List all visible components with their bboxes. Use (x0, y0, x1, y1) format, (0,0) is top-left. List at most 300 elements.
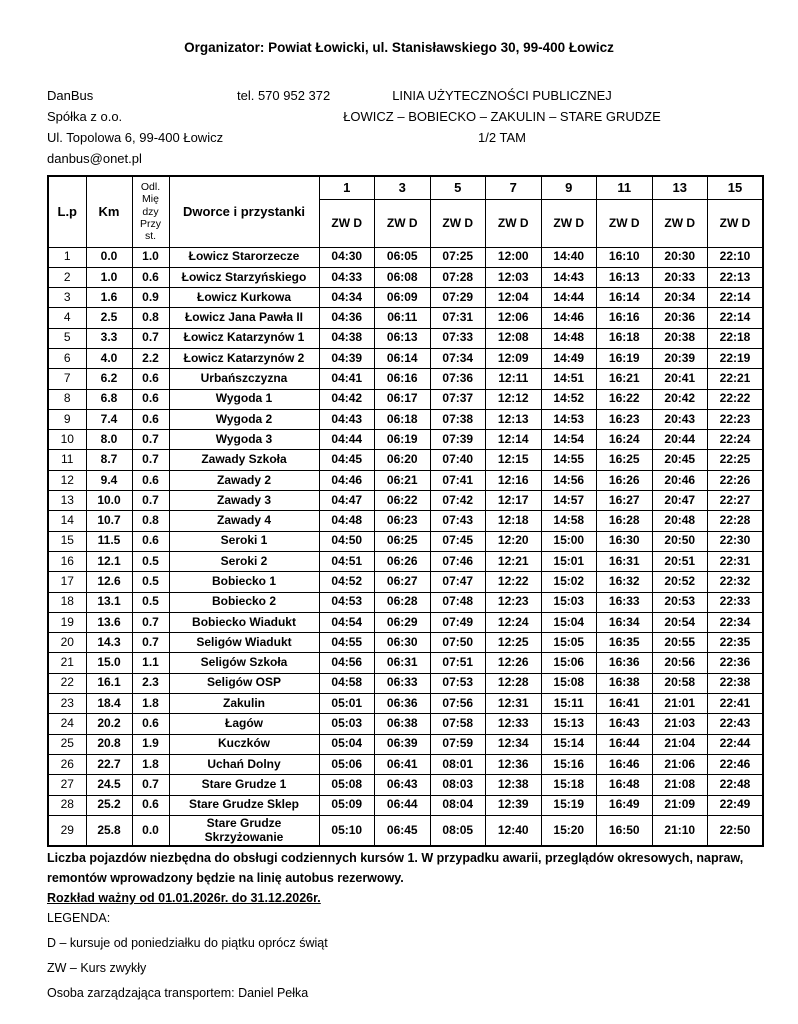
departure-time-cell: 14:43 (541, 267, 597, 287)
departure-time-cell: 22:32 (708, 572, 764, 592)
departure-time-cell: 12:26 (486, 653, 542, 673)
departure-time-cell: 22:18 (708, 328, 764, 348)
departure-time-cell: 06:11 (375, 308, 431, 328)
header-km: Km (86, 176, 132, 247)
departure-time-cell: 08:04 (430, 795, 486, 815)
departure-time-cell: 06:29 (375, 612, 431, 632)
departure-time-cell: 22:48 (708, 775, 764, 795)
stop-name-cell: Bobiecko 1 (169, 572, 319, 592)
stop-number-cell: 1 (48, 247, 86, 267)
departure-time-cell: 16:33 (597, 592, 653, 612)
timetable (47, 175, 764, 847)
stop-row (48, 673, 763, 693)
departure-time-cell: 16:13 (597, 267, 653, 287)
km-cell: 6.8 (86, 389, 132, 409)
departure-time-cell: 22:25 (708, 450, 764, 470)
departure-time-cell: 06:33 (375, 673, 431, 693)
timetable-header (48, 176, 763, 247)
info-line-1 (47, 88, 762, 109)
departure-time-cell: 07:56 (430, 694, 486, 714)
departure-time-cell: 20:39 (652, 348, 708, 368)
departure-time-cell: 04:53 (319, 592, 375, 612)
stop-number-cell: 15 (48, 531, 86, 551)
departure-time-cell: 22:22 (708, 389, 764, 409)
departure-time-cell: 05:01 (319, 694, 375, 714)
departure-time-cell: 21:10 (652, 815, 708, 846)
stop-number-cell: 4 (48, 308, 86, 328)
stop-number-cell: 18 (48, 592, 86, 612)
course-number-row (48, 176, 763, 199)
course-number: 15 (708, 176, 764, 199)
departure-time-cell: 20:55 (652, 633, 708, 653)
departure-time-cell: 12:06 (486, 308, 542, 328)
km-cell: 13.6 (86, 612, 132, 632)
departure-time-cell: 20:56 (652, 653, 708, 673)
distance-between-cell: 0.7 (132, 491, 169, 511)
departure-time-cell: 16:48 (597, 775, 653, 795)
departure-time-cell: 06:41 (375, 754, 431, 774)
departure-time-cell: 12:04 (486, 288, 542, 308)
course-number: 5 (430, 176, 486, 199)
departure-time-cell: 12:13 (486, 409, 542, 429)
departure-time-cell: 04:33 (319, 267, 375, 287)
stop-name-cell: Wygoda 1 (169, 389, 319, 409)
info-line-3 (47, 130, 762, 151)
km-cell: 22.7 (86, 754, 132, 774)
departure-time-cell: 12:12 (486, 389, 542, 409)
departure-time-cell: 12:22 (486, 572, 542, 592)
departure-time-cell: 22:33 (708, 592, 764, 612)
departure-time-cell: 06:36 (375, 694, 431, 714)
distance-between-cell: 0.0 (132, 815, 169, 846)
departure-time-cell: 12:24 (486, 612, 542, 632)
departure-time-cell: 22:23 (708, 409, 764, 429)
departure-time-cell: 12:23 (486, 592, 542, 612)
departure-time-cell: 14:53 (541, 409, 597, 429)
departure-time-cell: 22:34 (708, 612, 764, 632)
departure-time-cell: 05:03 (319, 714, 375, 734)
departure-time-cell: 12:33 (486, 714, 542, 734)
departure-time-cell: 22:35 (708, 633, 764, 653)
distance-between-cell: 0.6 (132, 714, 169, 734)
km-cell: 10.7 (86, 511, 132, 531)
departure-time-cell: 12:11 (486, 369, 542, 389)
line-type-label: LINIA UŻYTECZNOŚCI PUBLICZNEJ (392, 88, 612, 103)
departure-time-cell: 12:03 (486, 267, 542, 287)
departure-time-cell: 16:44 (597, 734, 653, 754)
departure-time-cell: 04:48 (319, 511, 375, 531)
stop-row (48, 450, 763, 470)
departure-time-cell: 12:31 (486, 694, 542, 714)
km-cell: 12.1 (86, 551, 132, 571)
stop-name-cell: Zawady 4 (169, 511, 319, 531)
stop-name-cell: Seroki 2 (169, 551, 319, 571)
stop-number-cell: 26 (48, 754, 86, 774)
departure-time-cell: 16:18 (597, 328, 653, 348)
departure-time-cell: 20:52 (652, 572, 708, 592)
departure-time-cell: 06:13 (375, 328, 431, 348)
distance-between-cell: 0.7 (132, 430, 169, 450)
departure-time-cell: 20:58 (652, 673, 708, 693)
stop-number-cell: 9 (48, 409, 86, 429)
departure-time-cell: 07:28 (430, 267, 486, 287)
departure-time-cell: 12:28 (486, 673, 542, 693)
distance-between-cell: 2.3 (132, 673, 169, 693)
km-cell: 8.7 (86, 450, 132, 470)
departure-time-cell: 04:52 (319, 572, 375, 592)
stop-row (48, 267, 763, 287)
departure-time-cell: 14:49 (541, 348, 597, 368)
departure-time-cell: 20:54 (652, 612, 708, 632)
departure-time-cell: 04:30 (319, 247, 375, 267)
stop-row (48, 531, 763, 551)
departure-time-cell: 07:37 (430, 389, 486, 409)
departure-time-cell: 21:06 (652, 754, 708, 774)
stop-name-cell: Łowicz Jana Pawła II (169, 308, 319, 328)
departure-time-cell: 22:13 (708, 267, 764, 287)
info-line-4 (47, 151, 762, 172)
departure-time-cell: 06:23 (375, 511, 431, 531)
departure-time-cell: 22:36 (708, 653, 764, 673)
departure-time-cell: 07:41 (430, 470, 486, 490)
stop-number-cell: 29 (48, 815, 86, 846)
km-cell: 12.6 (86, 572, 132, 592)
departure-time-cell: 15:05 (541, 633, 597, 653)
departure-time-cell: 12:36 (486, 754, 542, 774)
departure-time-cell: 07:39 (430, 430, 486, 450)
departure-time-cell: 22:24 (708, 430, 764, 450)
departure-time-cell: 21:01 (652, 694, 708, 714)
departure-time-cell: 05:10 (319, 815, 375, 846)
stop-row (48, 734, 763, 754)
departure-time-cell: 16:21 (597, 369, 653, 389)
departure-time-cell: 07:48 (430, 592, 486, 612)
distance-between-cell: 0.7 (132, 612, 169, 632)
stop-row (48, 288, 763, 308)
departure-time-cell: 16:49 (597, 795, 653, 815)
departure-time-cell: 20:47 (652, 491, 708, 511)
stop-name-cell: Zawady Szkoła (169, 450, 319, 470)
line-direction-label: 1/2 TAM (478, 130, 526, 145)
departure-time-cell: 20:51 (652, 551, 708, 571)
departure-time-cell: 07:58 (430, 714, 486, 734)
stop-name-cell: Zakulin (169, 694, 319, 714)
departure-time-cell: 20:45 (652, 450, 708, 470)
stop-row (48, 328, 763, 348)
departure-time-cell: 16:19 (597, 348, 653, 368)
departure-time-cell: 06:39 (375, 734, 431, 754)
departure-time-cell: 21:04 (652, 734, 708, 754)
departure-time-cell: 06:21 (375, 470, 431, 490)
departure-time-cell: 16:23 (597, 409, 653, 429)
departure-time-cell: 14:56 (541, 470, 597, 490)
departure-time-cell: 12:14 (486, 430, 542, 450)
departure-time-cell: 07:47 (430, 572, 486, 592)
distance-between-cell: 1.8 (132, 694, 169, 714)
departure-time-cell: 07:40 (430, 450, 486, 470)
departure-time-cell: 22:14 (708, 288, 764, 308)
departure-time-cell: 16:36 (597, 653, 653, 673)
departure-time-cell: 04:43 (319, 409, 375, 429)
stop-name-cell: Seligów Wiadukt (169, 633, 319, 653)
departure-time-cell: 16:28 (597, 511, 653, 531)
departure-time-cell: 04:36 (319, 308, 375, 328)
departure-time-cell: 04:55 (319, 633, 375, 653)
fleet-note: Liczba pojazdów niezbędna do obsługi codziennych kursów 1. W przypadku awarii, przeglądów okresowych, napraw, remontów wprowadzony będzie na linię autobus rezerwowy. (47, 851, 744, 885)
departure-time-cell: 16:27 (597, 491, 653, 511)
departure-time-cell: 06:30 (375, 633, 431, 653)
stop-name-cell: Stare Grudze 1 (169, 775, 319, 795)
stop-number-cell: 23 (48, 694, 86, 714)
departure-time-cell: 22:43 (708, 714, 764, 734)
departure-time-cell: 12:17 (486, 491, 542, 511)
stop-number-cell: 10 (48, 430, 86, 450)
departure-time-cell: 21:09 (652, 795, 708, 815)
km-cell: 1.6 (86, 288, 132, 308)
departure-time-cell: 22:30 (708, 531, 764, 551)
departure-time-cell: 06:09 (375, 288, 431, 308)
departure-time-cell: 06:28 (375, 592, 431, 612)
stop-name-cell: Zawady 3 (169, 491, 319, 511)
departure-time-cell: 22:14 (708, 308, 764, 328)
departure-time-cell: 21:08 (652, 775, 708, 795)
departure-time-cell: 12:09 (486, 348, 542, 368)
departure-time-cell: 22:41 (708, 694, 764, 714)
stop-row (48, 754, 763, 774)
distance-between-cell: 0.5 (132, 551, 169, 571)
stop-number-cell: 13 (48, 491, 86, 511)
departure-time-cell: 21:03 (652, 714, 708, 734)
departure-time-cell: 06:44 (375, 795, 431, 815)
departure-time-cell: 16:14 (597, 288, 653, 308)
departure-time-cell: 07:25 (430, 247, 486, 267)
departure-time-cell: 12:20 (486, 531, 542, 551)
stop-row (48, 592, 763, 612)
departure-time-cell: 15:06 (541, 653, 597, 673)
km-cell: 2.5 (86, 308, 132, 328)
stop-row (48, 511, 763, 531)
departure-time-cell: 20:33 (652, 267, 708, 287)
stop-number-cell: 28 (48, 795, 86, 815)
departure-time-cell: 07:51 (430, 653, 486, 673)
line-route-label: ŁOWICZ – BOBIECKO – ZAKULIN – STARE GRUDZE (343, 109, 661, 124)
stop-row (48, 348, 763, 368)
departure-time-cell: 12:40 (486, 815, 542, 846)
stop-name-cell: Łowicz Katarzynów 1 (169, 328, 319, 348)
departure-time-cell: 04:44 (319, 430, 375, 450)
departure-time-cell: 16:30 (597, 531, 653, 551)
stop-name-cell: Łowicz Katarzynów 2 (169, 348, 319, 368)
km-cell: 14.3 (86, 633, 132, 653)
departure-time-cell: 16:16 (597, 308, 653, 328)
departure-time-cell: 04:39 (319, 348, 375, 368)
operator-company: Spółka z o.o. (47, 109, 123, 124)
header-lp: L.p (48, 176, 86, 247)
legend-item-d: D – kursuje od poniedziałku do piątku oprócz świąt (47, 936, 328, 951)
km-cell: 10.0 (86, 491, 132, 511)
departure-time-cell: 08:01 (430, 754, 486, 774)
departure-time-cell: 20:43 (652, 409, 708, 429)
departure-time-cell: 14:58 (541, 511, 597, 531)
departure-time-cell: 12:15 (486, 450, 542, 470)
departure-time-cell: 16:41 (597, 694, 653, 714)
departure-time-cell: 16:10 (597, 247, 653, 267)
departure-time-cell: 20:53 (652, 592, 708, 612)
stop-name-cell: Kuczków (169, 734, 319, 754)
info-line-2 (47, 109, 762, 130)
course-type: ZW D (486, 199, 542, 247)
distance-between-cell: 0.6 (132, 531, 169, 551)
departure-time-cell: 20:41 (652, 369, 708, 389)
departure-time-cell: 15:18 (541, 775, 597, 795)
departure-time-cell: 15:14 (541, 734, 597, 754)
stop-number-cell: 24 (48, 714, 86, 734)
stop-name-cell: Łagów (169, 714, 319, 734)
departure-time-cell: 16:35 (597, 633, 653, 653)
km-cell: 6.2 (86, 369, 132, 389)
footer-block (47, 849, 765, 1000)
stop-name-cell: Stare Grudze Skrzyżowanie (169, 815, 319, 846)
course-number: 7 (486, 176, 542, 199)
departure-time-cell: 20:30 (652, 247, 708, 267)
stop-name-cell: Uchań Dolny (169, 754, 319, 774)
departure-time-cell: 04:47 (319, 491, 375, 511)
departure-time-cell: 16:46 (597, 754, 653, 774)
stop-name-cell: Urbańszczyzna (169, 369, 319, 389)
timetable-body (48, 247, 763, 846)
departure-time-cell: 20:44 (652, 430, 708, 450)
stop-row (48, 795, 763, 815)
departure-time-cell: 04:38 (319, 328, 375, 348)
km-cell: 4.0 (86, 348, 132, 368)
departure-time-cell: 16:32 (597, 572, 653, 592)
stop-row (48, 775, 763, 795)
departure-time-cell: 16:26 (597, 470, 653, 490)
departure-time-cell: 20:34 (652, 288, 708, 308)
distance-between-cell: 1.1 (132, 653, 169, 673)
stop-number-cell: 11 (48, 450, 86, 470)
departure-time-cell: 22:28 (708, 511, 764, 531)
departure-time-cell: 07:34 (430, 348, 486, 368)
departure-time-cell: 06:45 (375, 815, 431, 846)
course-number: 1 (319, 176, 375, 199)
km-cell: 25.8 (86, 815, 132, 846)
departure-time-cell: 04:34 (319, 288, 375, 308)
departure-time-cell: 15:08 (541, 673, 597, 693)
stop-row (48, 551, 763, 571)
departure-time-cell: 16:34 (597, 612, 653, 632)
operator-address: Ul. Topolowa 6, 99-400 Łowicz (47, 130, 224, 145)
stop-row (48, 653, 763, 673)
distance-between-cell: 0.6 (132, 795, 169, 815)
departure-time-cell: 07:53 (430, 673, 486, 693)
departure-time-cell: 14:52 (541, 389, 597, 409)
operator-info-block (47, 88, 762, 172)
departure-time-cell: 06:05 (375, 247, 431, 267)
departure-time-cell: 16:25 (597, 450, 653, 470)
departure-time-cell: 20:48 (652, 511, 708, 531)
stop-number-cell: 2 (48, 267, 86, 287)
operator-email: danbus@onet.pl (47, 151, 142, 166)
departure-time-cell: 12:38 (486, 775, 542, 795)
departure-time-cell: 22:31 (708, 551, 764, 571)
km-cell: 24.5 (86, 775, 132, 795)
departure-time-cell: 06:17 (375, 389, 431, 409)
stop-number-cell: 7 (48, 369, 86, 389)
departure-time-cell: 06:08 (375, 267, 431, 287)
distance-between-cell: 2.2 (132, 348, 169, 368)
departure-time-cell: 15:13 (541, 714, 597, 734)
km-cell: 0.0 (86, 247, 132, 267)
course-number: 3 (375, 176, 431, 199)
departure-time-cell: 07:31 (430, 308, 486, 328)
distance-between-cell: 0.5 (132, 592, 169, 612)
stop-row (48, 491, 763, 511)
km-cell: 13.1 (86, 592, 132, 612)
departure-time-cell: 04:42 (319, 389, 375, 409)
departure-time-cell: 22:10 (708, 247, 764, 267)
departure-time-cell: 22:21 (708, 369, 764, 389)
departure-time-cell: 04:50 (319, 531, 375, 551)
stop-row (48, 389, 763, 409)
departure-time-cell: 16:43 (597, 714, 653, 734)
distance-between-cell: 0.7 (132, 775, 169, 795)
departure-time-cell: 12:21 (486, 551, 542, 571)
departure-time-cell: 14:46 (541, 308, 597, 328)
stop-name-cell: Bobiecko Wiadukt (169, 612, 319, 632)
validity-note: Rozkład ważny od 01.01.2026r. do 31.12.2026r. (47, 891, 321, 906)
stop-number-cell: 21 (48, 653, 86, 673)
course-type: ZW D (708, 199, 764, 247)
stop-name-cell: Łowicz Starorzecze (169, 247, 319, 267)
stop-number-cell: 27 (48, 775, 86, 795)
km-cell: 11.5 (86, 531, 132, 551)
stop-row (48, 308, 763, 328)
departure-time-cell: 15:11 (541, 694, 597, 714)
stop-name-cell: Zawady 2 (169, 470, 319, 490)
stop-name-cell: Łowicz Kurkowa (169, 288, 319, 308)
stop-name-cell: Seligów OSP (169, 673, 319, 693)
departure-time-cell: 06:22 (375, 491, 431, 511)
departure-time-cell: 22:26 (708, 470, 764, 490)
distance-between-cell: 1.0 (132, 247, 169, 267)
stop-row (48, 815, 763, 846)
departure-time-cell: 20:38 (652, 328, 708, 348)
distance-between-cell: 0.6 (132, 389, 169, 409)
departure-time-cell: 05:04 (319, 734, 375, 754)
km-cell: 1.0 (86, 267, 132, 287)
departure-time-cell: 14:51 (541, 369, 597, 389)
departure-time-cell: 20:36 (652, 308, 708, 328)
departure-time-cell: 14:54 (541, 430, 597, 450)
km-cell: 25.2 (86, 795, 132, 815)
departure-time-cell: 04:58 (319, 673, 375, 693)
distance-between-cell: 0.7 (132, 633, 169, 653)
departure-time-cell: 06:19 (375, 430, 431, 450)
departure-time-cell: 14:40 (541, 247, 597, 267)
departure-time-cell: 15:20 (541, 815, 597, 846)
stop-name-cell: Wygoda 3 (169, 430, 319, 450)
departure-time-cell: 07:45 (430, 531, 486, 551)
distance-between-cell: 0.6 (132, 369, 169, 389)
distance-between-cell: 0.9 (132, 288, 169, 308)
departure-time-cell: 04:45 (319, 450, 375, 470)
departure-time-cell: 06:16 (375, 369, 431, 389)
departure-time-cell: 20:50 (652, 531, 708, 551)
departure-time-cell: 07:49 (430, 612, 486, 632)
operator-name: DanBus (47, 88, 94, 103)
departure-time-cell: 22:27 (708, 491, 764, 511)
